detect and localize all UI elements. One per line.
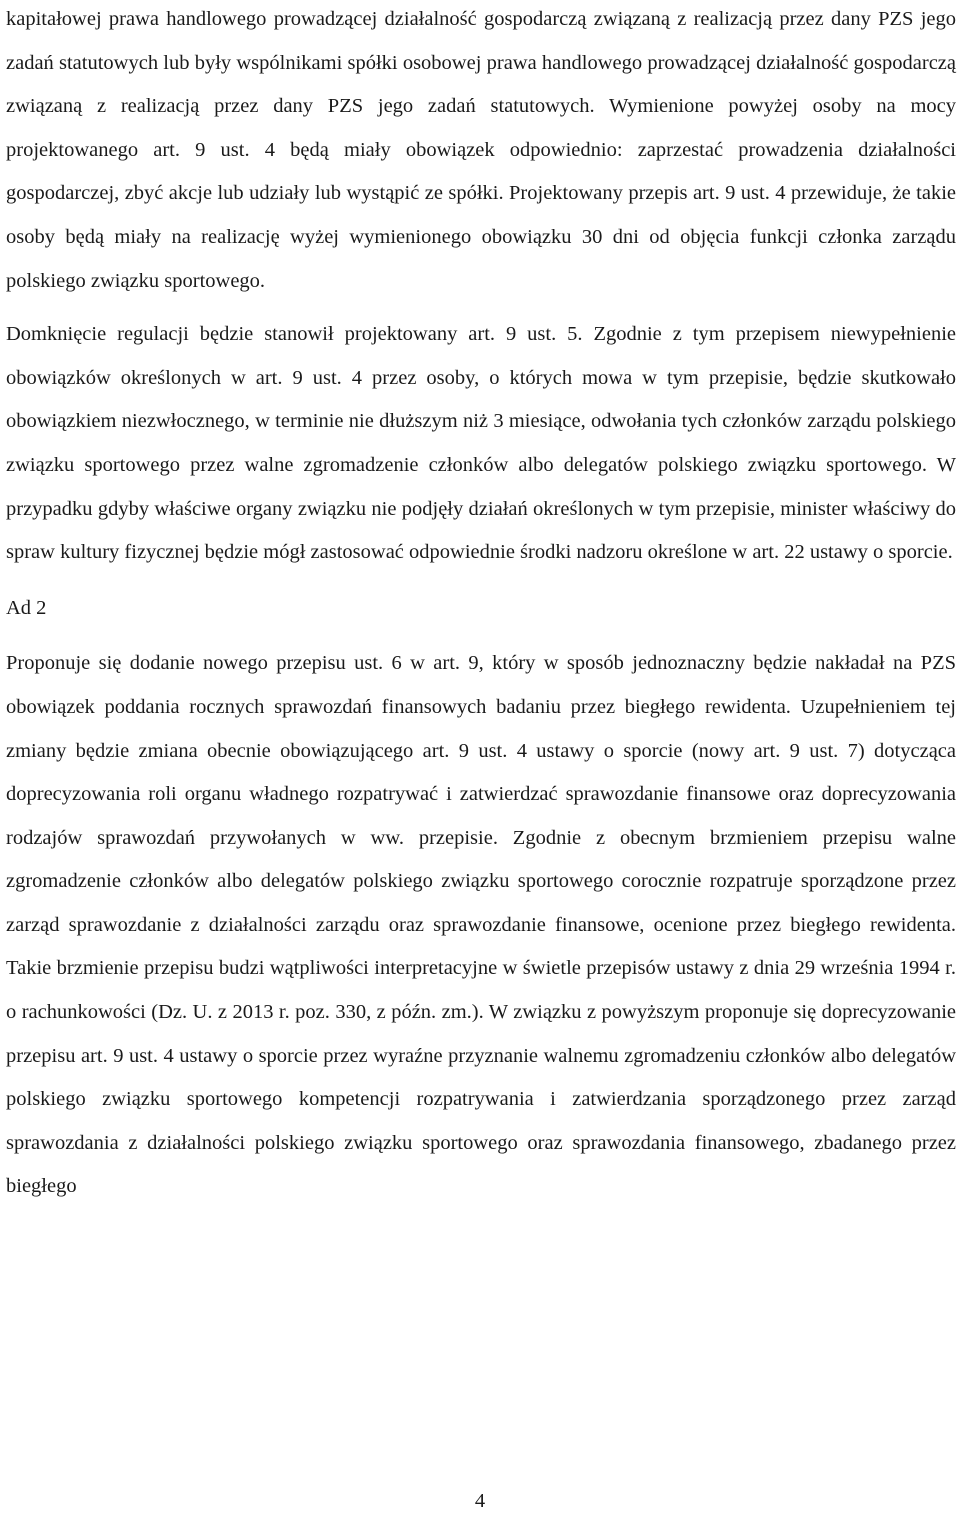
page-number: 4	[474, 1490, 486, 1512]
paragraph-obligations: kapitałowej prawa handlowego prowadzącej działalność gospodarczą związaną z realizacją przez dany PZS jego zadań statutowych lub były wspólnikami spółki osobowej prawa handlowego prowadzącej działalność gospodarczą związaną z realizacją przez dany PZS jego zadań statutowych. Wymienione powyżej osoby na mocy projektowanego art. 9 ust. 4 będą miały obowiązek odpowiednio: zaprzestać prowadzenia działalności gospodarczej, zbyć akcje lub udziały lub wystąpić ze spółki. Projektowany przepis art. 9 ust. 4 przewiduje, że takie osoby będą miały na realizację wyżej wymienionego obowiązku 30 dni od objęcia funkcji członka zarządu polskiego związku sportowego.	[6, 8, 956, 292]
paragraph-closure-regulation: Domknięcie regulacji będzie stanowił projektowany art. 9 ust. 5. Zgodnie z tym przepisem niewypełnienie obowiązków określonych w art. 9 ust. 4 przez osoby, o których mowa w tym przepisie, będzie skutkowało obowiązkiem niezwłocznego, w terminie nie dłuższym niż 3 miesiące, odwołania tych członków zarządu polskiego związku sportowego przez walne zgromadzenie członków albo delegatów polskiego związku sportowego. W przypadku gdyby właściwe organy związku nie podjęły działań określonych w tym przepisie, minister właściwy do spraw kultury fizycznej będzie mógł zastosować odpowiednie środki nadzoru określone w art. 22 ustawy o sporcie.	[6, 323, 956, 564]
section-heading-ad2: Ad 2	[6, 596, 47, 619]
document-page	[6, 0, 956, 1209]
paragraph-spacer	[6, 303, 956, 313]
paragraph-financial-audit: Proponuje się dodanie nowego przepisu ust. 6 w art. 9, który w sposób jednoznaczny będzie nakładał na PZS obowiązek poddania rocznych sprawozdań finansowych badaniu przez biegłego rewidenta. Uzupełnieniem tej zmiany będzie zmiana obecnie obowiązującego art. 9 ust. 4 ustawy o sporcie (nowy art. 9 ust. 7) dotycząca doprecyzowania roli organu władnego rozpatrywać i zatwierdzać sprawozdanie finansowe oraz doprecyzowania rodzajów sprawozdań przywołanych w ww. przepisie. Zgodnie z obecnym brzmieniem przepisu walne zgromadzenie członków albo delegatów polskiego związku sportowego corocznie rozpatruje sporządzone przez zarząd sprawozdanie z działalności zarządu oraz sprawozdanie finansowe, ocenione przez biegłego rewidenta. Takie brzmienie przepisu budzi wątpliwości interpretacyjne w świetle przepisów ustawy z dnia 29 września 1994 r. o rachunkowości (Dz. U. z 2013 r. poz. 330, z późn. zm.). W związku z powyższym proponuje się doprecyzowanie przepisu art. 9 ust. 4 ustawy o sporcie przez wyraźne przyznanie walnemu zgromadzeniu członków albo delegatów polskiego związku sportowego kompetencji rozpatrywania i zatwierdzania sporządzonego przez zarząd sprawozdania z działalności polskiego związku sportowego oraz sprawozdania finansowego, zbadanego przez biegłego	[6, 652, 956, 1198]
